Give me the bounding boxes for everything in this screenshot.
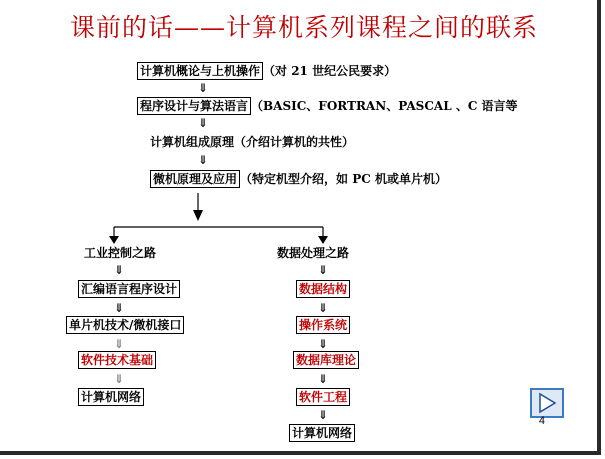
down-arrow-icon: ⇓ [114,337,125,351]
right-arrowhead [318,236,328,244]
left-arrowhead [109,236,119,244]
top-step-3-label: 计算机组成原理 [150,135,235,149]
left-item-4 [78,390,144,404]
next-slide-icon [532,390,562,416]
top-step-3 [150,135,354,149]
right-item-2 [296,318,350,332]
right-item-4 [296,390,350,404]
right-branch-heading: 数据处理之路 [277,246,350,260]
down-arrow-icon: ⇓ [114,263,125,277]
down-arrow-icon: ⇓ [198,81,209,95]
down-arrow-icon: ⇓ [318,372,329,386]
slide-title: 课前的话——计算机系列课程之间的联系 [70,13,539,42]
left-item-2-box: 单片机技术/微机接口 [66,316,184,334]
top-step-3-note: （介绍计算机的共性） [234,135,355,149]
page-number: 4 [538,415,545,427]
down-arrow-icon: ⇓ [114,372,125,386]
down-arrow-icon: ⇓ [198,116,209,130]
top-step-4-note: （特定机型介绍，如 PC 机或单片机） [240,172,447,186]
left-item-3-box: 软件技术基础 [78,351,156,369]
top-step-1-box: 计算机概论与上机操作 [137,62,263,80]
top-step-2-box: 程序设计与算法语言 [137,97,251,115]
down-arrow-icon: ⇓ [318,263,329,277]
down-arrow-icon: ⇓ [198,153,209,167]
right-item-3 [293,353,359,367]
left-branch-heading: 工业控制之路 [84,246,157,260]
right-item-1-box: 数据结构 [296,280,350,298]
right-item-3-box: 数据库理论 [293,351,359,369]
right-item-4-box: 软件工程 [296,388,350,406]
top-step-1-note: （对 21 世纪公民要求） [263,64,397,78]
next-slide-button[interactable] [530,388,564,418]
top-step-1 [137,64,396,78]
left-item-2 [66,318,184,332]
right-item-5 [289,426,355,440]
down-arrow-icon: ⇓ [318,408,329,422]
down-arrow-icon: ⇓ [318,337,329,351]
top-step-2 [137,99,518,113]
top-step-2-note: （BASIC、FORTRAN、PASCAL 、C 语言等 [251,99,518,113]
top-step-4 [150,172,447,186]
right-item-5-box: 计算机网络 [289,424,355,442]
left-item-1-box: 汇编语言程序设计 [78,280,180,298]
left-item-1 [78,282,180,296]
trunk-arrowhead [193,210,203,221]
down-arrow-icon: ⇓ [318,301,329,315]
top-step-4-box: 微机原理及应用 [150,170,240,188]
right-item-1 [296,282,350,296]
left-item-4-box: 计算机网络 [78,388,144,406]
down-arrow-icon: ⇓ [114,301,125,315]
right-item-2-box: 操作系统 [296,316,350,334]
left-item-3 [78,353,156,367]
